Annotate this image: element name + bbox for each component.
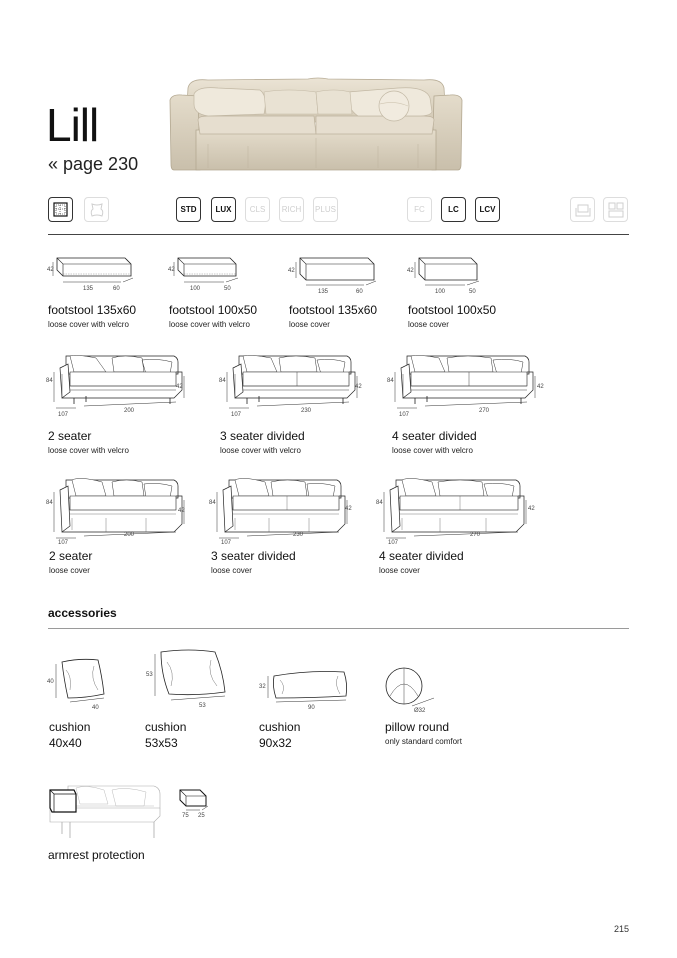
footstool-title: footstool 100x50 (408, 303, 497, 317)
footstool-100x50-loose-drawing (407, 252, 487, 296)
footstool-135x60-velcro-drawing (47, 252, 137, 296)
sofa-height-label: 84 (219, 378, 226, 384)
header-divider (48, 234, 629, 235)
sofa-width-label: 270 (470, 532, 481, 538)
cushion-size: 90x32 (259, 736, 292, 750)
cushion-name: cushion (145, 720, 187, 734)
armrest-sofa-drawing (46, 782, 162, 842)
leather-icon (84, 197, 109, 222)
cushion-size: 40x40 (49, 736, 82, 750)
cushion-height-label: 40 (47, 679, 54, 685)
footstool-width-label: 135 (318, 289, 329, 295)
hero-sofa-image (168, 74, 464, 174)
cover-lcv-badge: LCV (475, 197, 500, 222)
sofa-4-seater-velcro-drawing (387, 352, 547, 420)
modular-config-icon (603, 197, 628, 222)
sofa-title: 3 seater divided (211, 549, 296, 563)
cushion-name: cushion (49, 720, 91, 734)
sofa-subtitle: loose cover with velcro (48, 446, 129, 455)
cushion-90x32-drawing (258, 666, 354, 712)
sofa-3-seater-velcro-drawing (219, 352, 369, 420)
cushion-height-label: 53 (146, 672, 153, 678)
sofa-subtitle: loose cover (211, 566, 252, 575)
cushion-53x53-drawing (145, 646, 237, 710)
sofa-depth-label: 107 (399, 412, 410, 418)
sofa-height-label: 84 (46, 500, 53, 506)
footstool-height-label: 42 (47, 267, 54, 273)
cushion-label (49, 719, 90, 751)
footstool-height-label: 42 (168, 267, 175, 273)
footstool-depth-label: 50 (224, 286, 231, 292)
cover-lc-badge: LC (441, 197, 466, 222)
armrest-depth-label: 25 (198, 813, 205, 819)
sofa-title: 2 seater (49, 549, 93, 563)
sofa-3-seater-loose-drawing (209, 474, 359, 546)
sofa-width-label: 230 (301, 408, 312, 414)
cushion-width-label: 40 (92, 705, 99, 711)
pillow-diameter-label: Ø32 (414, 708, 426, 714)
sofa-title: 2 seater (48, 429, 92, 443)
sofa-depth-label: 107 (221, 540, 232, 546)
sofa-seat-height-label: 42 (345, 506, 352, 512)
footstool-width-label: 135 (83, 286, 94, 292)
sofa-height-label: 84 (387, 378, 394, 384)
sofa-seat-height-label: 42 (176, 384, 183, 390)
pillow-subtitle: only standard comfort (385, 737, 462, 746)
footstool-subtitle: loose cover with velcro (169, 320, 250, 329)
structure-icon (48, 197, 73, 222)
sofa-height-label: 84 (209, 500, 216, 506)
footstool-100x50-velcro-drawing (168, 252, 248, 296)
sofa-depth-label: 107 (58, 412, 69, 418)
footstool-title: footstool 135x60 (289, 303, 378, 317)
footstool-height-label: 42 (407, 268, 414, 274)
footstool-width-label: 100 (190, 286, 201, 292)
sofa-2-seater-loose-drawing (46, 474, 191, 546)
footstool-title: footstool 100x50 (169, 303, 258, 317)
sofa-depth-label: 107 (388, 540, 399, 546)
footstool-depth-label: 50 (469, 289, 476, 295)
footstool-subtitle: loose cover (408, 320, 449, 329)
sofa-width-label: 270 (479, 408, 490, 414)
comfort-rich-badge: RICH (279, 197, 304, 222)
sofa-subtitle: loose cover (49, 566, 90, 575)
cushion-size: 53x53 (145, 736, 178, 750)
comfort-cls-badge: CLS (245, 197, 270, 222)
sofa-subtitle: loose cover with velcro (220, 446, 301, 455)
cushion-height-label: 32 (259, 684, 266, 690)
cushion-width-label: 53 (199, 703, 206, 709)
cushion-label (145, 719, 186, 751)
footstool-depth-label: 60 (113, 286, 120, 292)
footstool-depth-label: 60 (356, 289, 363, 295)
cover-fc-badge: FC (407, 197, 432, 222)
sofa-width-label: 200 (124, 532, 135, 538)
sofa-4-seater-loose-drawing (376, 474, 541, 546)
armrest-title: armrest protection (48, 848, 145, 862)
comfort-std-badge: STD (176, 197, 201, 222)
footstool-title: footstool 135x60 (48, 303, 137, 317)
sofa-seat-height-label: 42 (528, 506, 535, 512)
sofa-seat-height-label: 42 (178, 508, 185, 514)
sofa-seat-height-label: 42 (355, 384, 362, 390)
cushion-label (259, 719, 300, 751)
accessories-heading: accessories (48, 606, 117, 620)
armrest-cover-drawing (178, 788, 218, 822)
sofa-width-label: 200 (124, 408, 135, 414)
sofa-2-seater-velcro-drawing (46, 352, 191, 420)
pillow-round-drawing (382, 662, 442, 718)
sofa-height-label: 84 (376, 500, 383, 506)
pillow-title: pillow round (385, 720, 450, 734)
sofa-depth-label: 107 (231, 412, 242, 418)
page-reference[interactable]: « page 230 (48, 154, 139, 174)
armrest-width-label: 75 (182, 813, 189, 819)
armchair-config-icon (570, 197, 595, 222)
sofa-title: 4 seater divided (392, 429, 477, 443)
footstool-135x60-loose-drawing (288, 252, 378, 296)
sofa-title: 4 seater divided (379, 549, 464, 563)
cushion-width-label: 90 (308, 705, 315, 711)
footstool-subtitle: loose cover with velcro (48, 320, 129, 329)
sofa-title: 3 seater divided (220, 429, 305, 443)
cushion-40x40-drawing (46, 656, 118, 712)
sofa-seat-height-label: 42 (537, 384, 544, 390)
page-title: Lill (46, 99, 99, 151)
comfort-plus-badge: PLUS (313, 197, 338, 222)
sofa-depth-label: 107 (58, 540, 69, 546)
sofa-subtitle: loose cover with velcro (392, 446, 473, 455)
sofa-width-label: 230 (293, 532, 304, 538)
footstool-width-label: 100 (435, 289, 446, 295)
page-number: 215 (613, 924, 629, 934)
comfort-lux-badge: LUX (211, 197, 236, 222)
sofa-height-label: 84 (46, 378, 53, 384)
footstool-height-label: 42 (288, 268, 295, 274)
sofa-subtitle: loose cover (379, 566, 420, 575)
cushion-name: cushion (259, 720, 301, 734)
accessories-divider (48, 628, 629, 629)
footstool-subtitle: loose cover (289, 320, 330, 329)
